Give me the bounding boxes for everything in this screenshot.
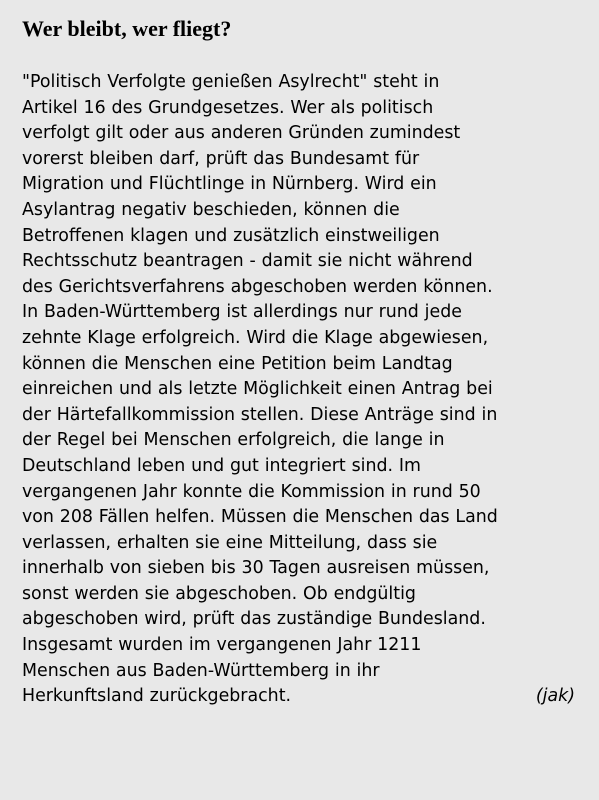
- body-line: Herkunftsland zurückgebracht.: [22, 686, 292, 707]
- body-line: abgeschoben wird, prüft das zuständige Bundesland.: [22, 609, 486, 630]
- body-line: der Härtefallkommission stellen. Diese Anträge sind in: [22, 404, 498, 425]
- body-line: Menschen aus Baden-Württemberg in ihr: [22, 660, 380, 681]
- article-body: [22, 70, 579, 710]
- body-line: Artikel 16 des Grundgesetzes. Wer als politisch: [22, 97, 434, 118]
- body-line: verfolgt gilt oder aus anderen Gründen zumindest: [22, 123, 461, 144]
- body-line: Deutschland leben und gut integriert sind. Im: [22, 455, 421, 476]
- body-line: "Politisch Verfolgte genießen Asylrecht" steht in: [22, 72, 440, 92]
- body-line: von 208 Fällen helfen. Müssen die Menschen das Land: [22, 507, 498, 528]
- body-line: verlassen, erhalten sie eine Mitteilung, dass sie: [22, 532, 438, 553]
- body-line: vergangenen Jahr konnte die Kommission in rund 50: [22, 481, 481, 502]
- body-line: können die Menschen eine Petition beim Landtag: [22, 353, 453, 374]
- body-line: Asylantrag negativ beschieden, können die: [22, 199, 400, 220]
- body-line: der Regel bei Menschen erfolgreich, die lange in: [22, 430, 445, 451]
- body-line: In Baden-Württemberg ist allerdings nur rund jede: [22, 302, 462, 323]
- body-line: Betroffenen klagen und zusätzlich einstweiligen: [22, 225, 440, 246]
- body-line: sonst werden sie abgeschoben. Ob endgültig: [22, 583, 416, 604]
- body-line: zehnte Klage erfolgreich. Wird die Klage abgewiesen,: [22, 327, 489, 348]
- body-line: Migration und Flüchtlinge in Nürnberg. Wird ein: [22, 174, 437, 195]
- body-line: Insgesamt wurden im vergangenen Jahr 1211: [22, 635, 422, 656]
- body-line: des Gerichtsverfahrens abgeschoben werden können.: [22, 276, 493, 297]
- body-line: innerhalb von sieben bis 30 Tagen ausreisen müssen,: [22, 558, 490, 579]
- body-line: einreichen und als letzte Möglichkeit einen Antrag bei: [22, 379, 493, 400]
- body-line: Rechtsschutz beantragen - damit sie nicht während: [22, 251, 473, 272]
- article-title: Wer bleibt, wer fliegt?: [22, 16, 232, 41]
- author-initials: (jak): [535, 686, 575, 707]
- last-line-with-author: [22, 684, 579, 710]
- body-line: vorerst bleiben darf, prüft das Bundesamt für: [22, 148, 420, 169]
